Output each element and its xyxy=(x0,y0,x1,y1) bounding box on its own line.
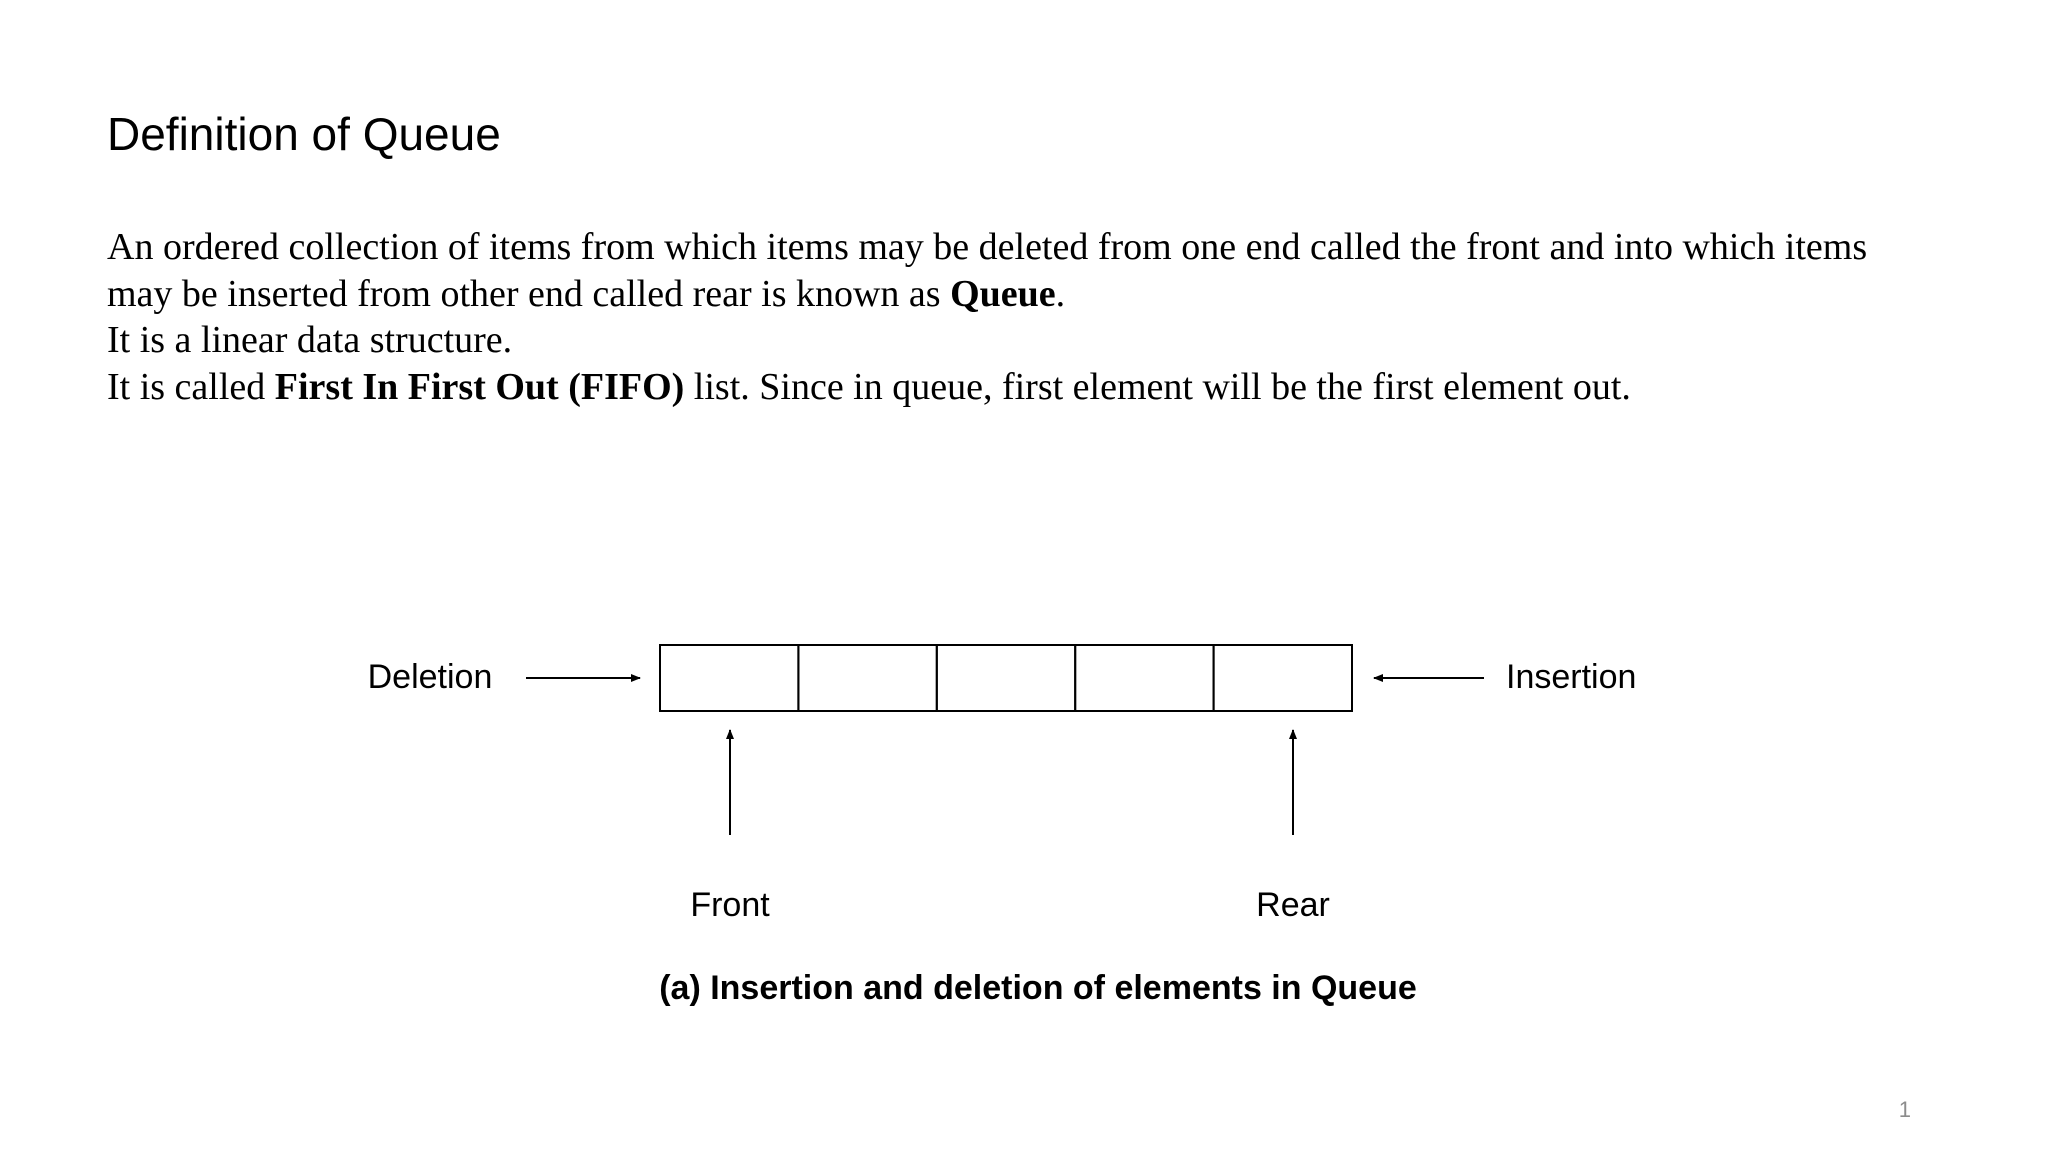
linear-structure-text: It is a linear data structure. xyxy=(107,319,513,361)
queue-term: Queue xyxy=(950,272,1056,315)
queue-cell xyxy=(798,645,936,711)
diagram-caption: (a) Insertion and deletion of elements in Queue xyxy=(659,969,1417,1007)
fifo-line-suffix: list. Since in queue, first element will be the first element out. xyxy=(684,365,1631,408)
fifo-term: First In First Out (FIFO) xyxy=(274,365,685,408)
deletion-label: Deletion xyxy=(367,658,493,696)
fifo-line-prefix: It is called xyxy=(107,365,275,408)
slide-title: Definition of Queue xyxy=(107,108,501,160)
definition-line-2-end: . xyxy=(1055,272,1066,315)
definition-line-2-text: may be inserted from other end called rear is known as xyxy=(107,272,951,315)
queue-cell xyxy=(937,645,1075,711)
page-number: 1 xyxy=(1898,1097,1911,1122)
rear-label: Rear xyxy=(1256,886,1330,924)
queue-cell xyxy=(1214,645,1352,711)
front-label: Front xyxy=(690,886,770,924)
queue-cell xyxy=(660,645,798,711)
queue-cells xyxy=(660,645,1352,711)
insertion-label: Insertion xyxy=(1506,658,1637,696)
queue-cell xyxy=(1075,645,1213,711)
definition-line-1-text: An ordered collection of items from which items may be deleted from one end called the front and into which items xyxy=(107,226,1868,268)
